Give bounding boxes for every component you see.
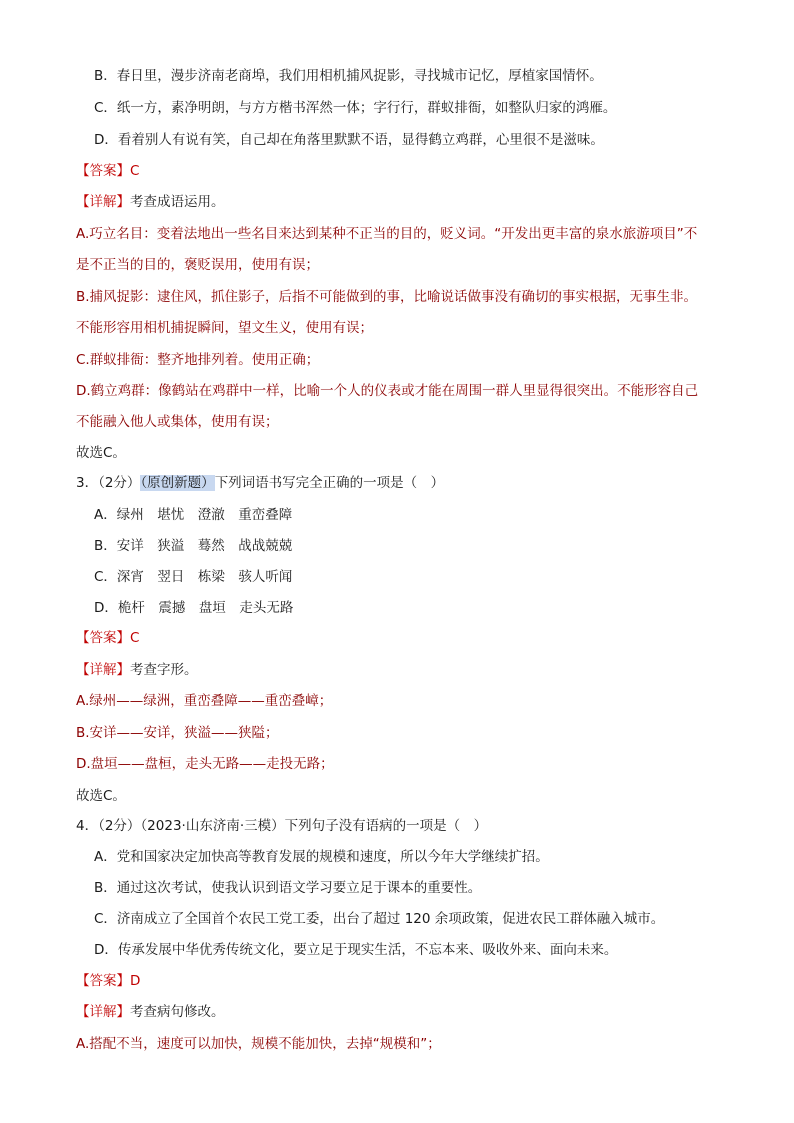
q2-option-b: B．春日里，漫步济南老商埠，我们用相机捕风捉影，寻找城市记忆，厚植家国情怀。 [94, 68, 603, 84]
question-text: 下列词语书写完全正确的一项是（ ） [214, 475, 445, 491]
q2-explanation-line: 不能融入他人或集体，使用有误； [76, 414, 279, 430]
q3-answer [76, 628, 139, 648]
q3-option-c: C．深宵 翌日 栋梁 骇人听闻 [94, 569, 293, 585]
q4-option-a: A．党和国家决定加快高等教育发展的规模和速度，所以今年大学继续扩招。 [94, 849, 549, 865]
detail-intro: 考查成语运用。 [130, 194, 225, 210]
detail-tag: 【详解】 [76, 194, 130, 210]
question-source: （2023·山东济南·三模） [140, 818, 285, 834]
question-text: 下列句子没有语病的一项是（ ） [284, 818, 488, 834]
q4-option-b: B．通过这次考试，使我认识到语文学习要立足于课本的重要性。 [94, 880, 482, 896]
question-number: 3．（2分） [76, 475, 141, 491]
q4-stem [76, 816, 487, 836]
q3-detail [76, 660, 198, 680]
q3-explanation-line: B.安详——安详，狭溢——狭隘； [76, 725, 279, 741]
answer-value: D [130, 973, 141, 989]
q3-option-b: B．安详 狭溢 蓦然 战战兢兢 [94, 538, 293, 554]
detail-tag: 【详解】 [76, 1004, 130, 1020]
q3-stem [76, 473, 444, 493]
question-source: （原创新题） [140, 475, 215, 491]
detail-intro: 考查字形。 [130, 662, 198, 678]
q2-detail [76, 192, 225, 212]
q2-explanation-line: B.捕风捉影：逮住风，抓住影子，后指不可能做到的事，比喻说话做事没有确切的事实根据，无事生非。 [76, 289, 698, 305]
question-number: 4．（2分） [76, 818, 141, 834]
q3-explanation-line: A.绿州——绿洲，重峦叠障——重峦叠嶂； [76, 693, 333, 709]
q2-explanation-line: D.鹤立鸡群：像鹤站在鸡群中一样，比喻一个人的仪表或才能在周围一群人里显得很突出。不能形容自己 [76, 383, 699, 399]
q2-conclusion: 故选C。 [76, 445, 126, 461]
q4-option-d: D．传承发展中华优秀传统文化，要立足于现实生活，不忘本来、吸收外来、面向未来。 [94, 942, 618, 958]
q2-explanation-line: 是不正当的目的，褒贬误用，使用有误； [76, 257, 319, 273]
q2-explanation-line: C.群蚁排衙：整齐地排列着。使用正确； [76, 352, 320, 368]
answer-value: C [130, 163, 140, 179]
q3-explanation-line: D.盘垣——盘桓，走头无路——走投无路； [76, 756, 334, 772]
detail-intro: 考查病句修改。 [130, 1004, 225, 1020]
q2-option-c: C．纸一方，素净明朗，与方方楷书浑然一体；字行行，群蚁排衙，如整队归家的鸿雁。 [94, 100, 617, 116]
q2-explanation-line: A.巧立名目：变着法地出一些名目来达到某种不正当的目的，贬义词。“开发出更丰富的泉水旅游项目”不 [76, 226, 698, 242]
detail-tag: 【详解】 [76, 662, 130, 678]
q3-conclusion: 故选C。 [76, 788, 126, 804]
answer-value: C [130, 630, 140, 646]
q3-option-a: A．绿州 堪忧 澄澈 重峦叠障 [94, 507, 293, 523]
q2-explanation-line: 不能形容用相机捕捉瞬间，望文生义，使用有误； [76, 320, 373, 336]
q4-explanation-line: A.搭配不当，速度可以加快，规模不能加快，去掉“规模和”； [76, 1036, 441, 1052]
answer-tag: 【答案】 [76, 973, 130, 989]
q4-answer [76, 971, 140, 991]
answer-tag: 【答案】 [76, 163, 130, 179]
q3-option-d: D．桅杆 震撼 盘垣 走头无路 [94, 600, 294, 616]
q2-option-d: D．看着别人有说有笑，自己却在角落里默默不语，显得鹤立鸡群，心里很不是滋味。 [94, 132, 604, 148]
q4-detail [76, 1002, 225, 1022]
q2-answer [76, 161, 139, 181]
q4-option-c: C．济南成立了全国首个农民工党工委，出台了超过 120 余项政策，促进农民工群体融入城市。 [94, 911, 665, 927]
answer-tag: 【答案】 [76, 630, 130, 646]
